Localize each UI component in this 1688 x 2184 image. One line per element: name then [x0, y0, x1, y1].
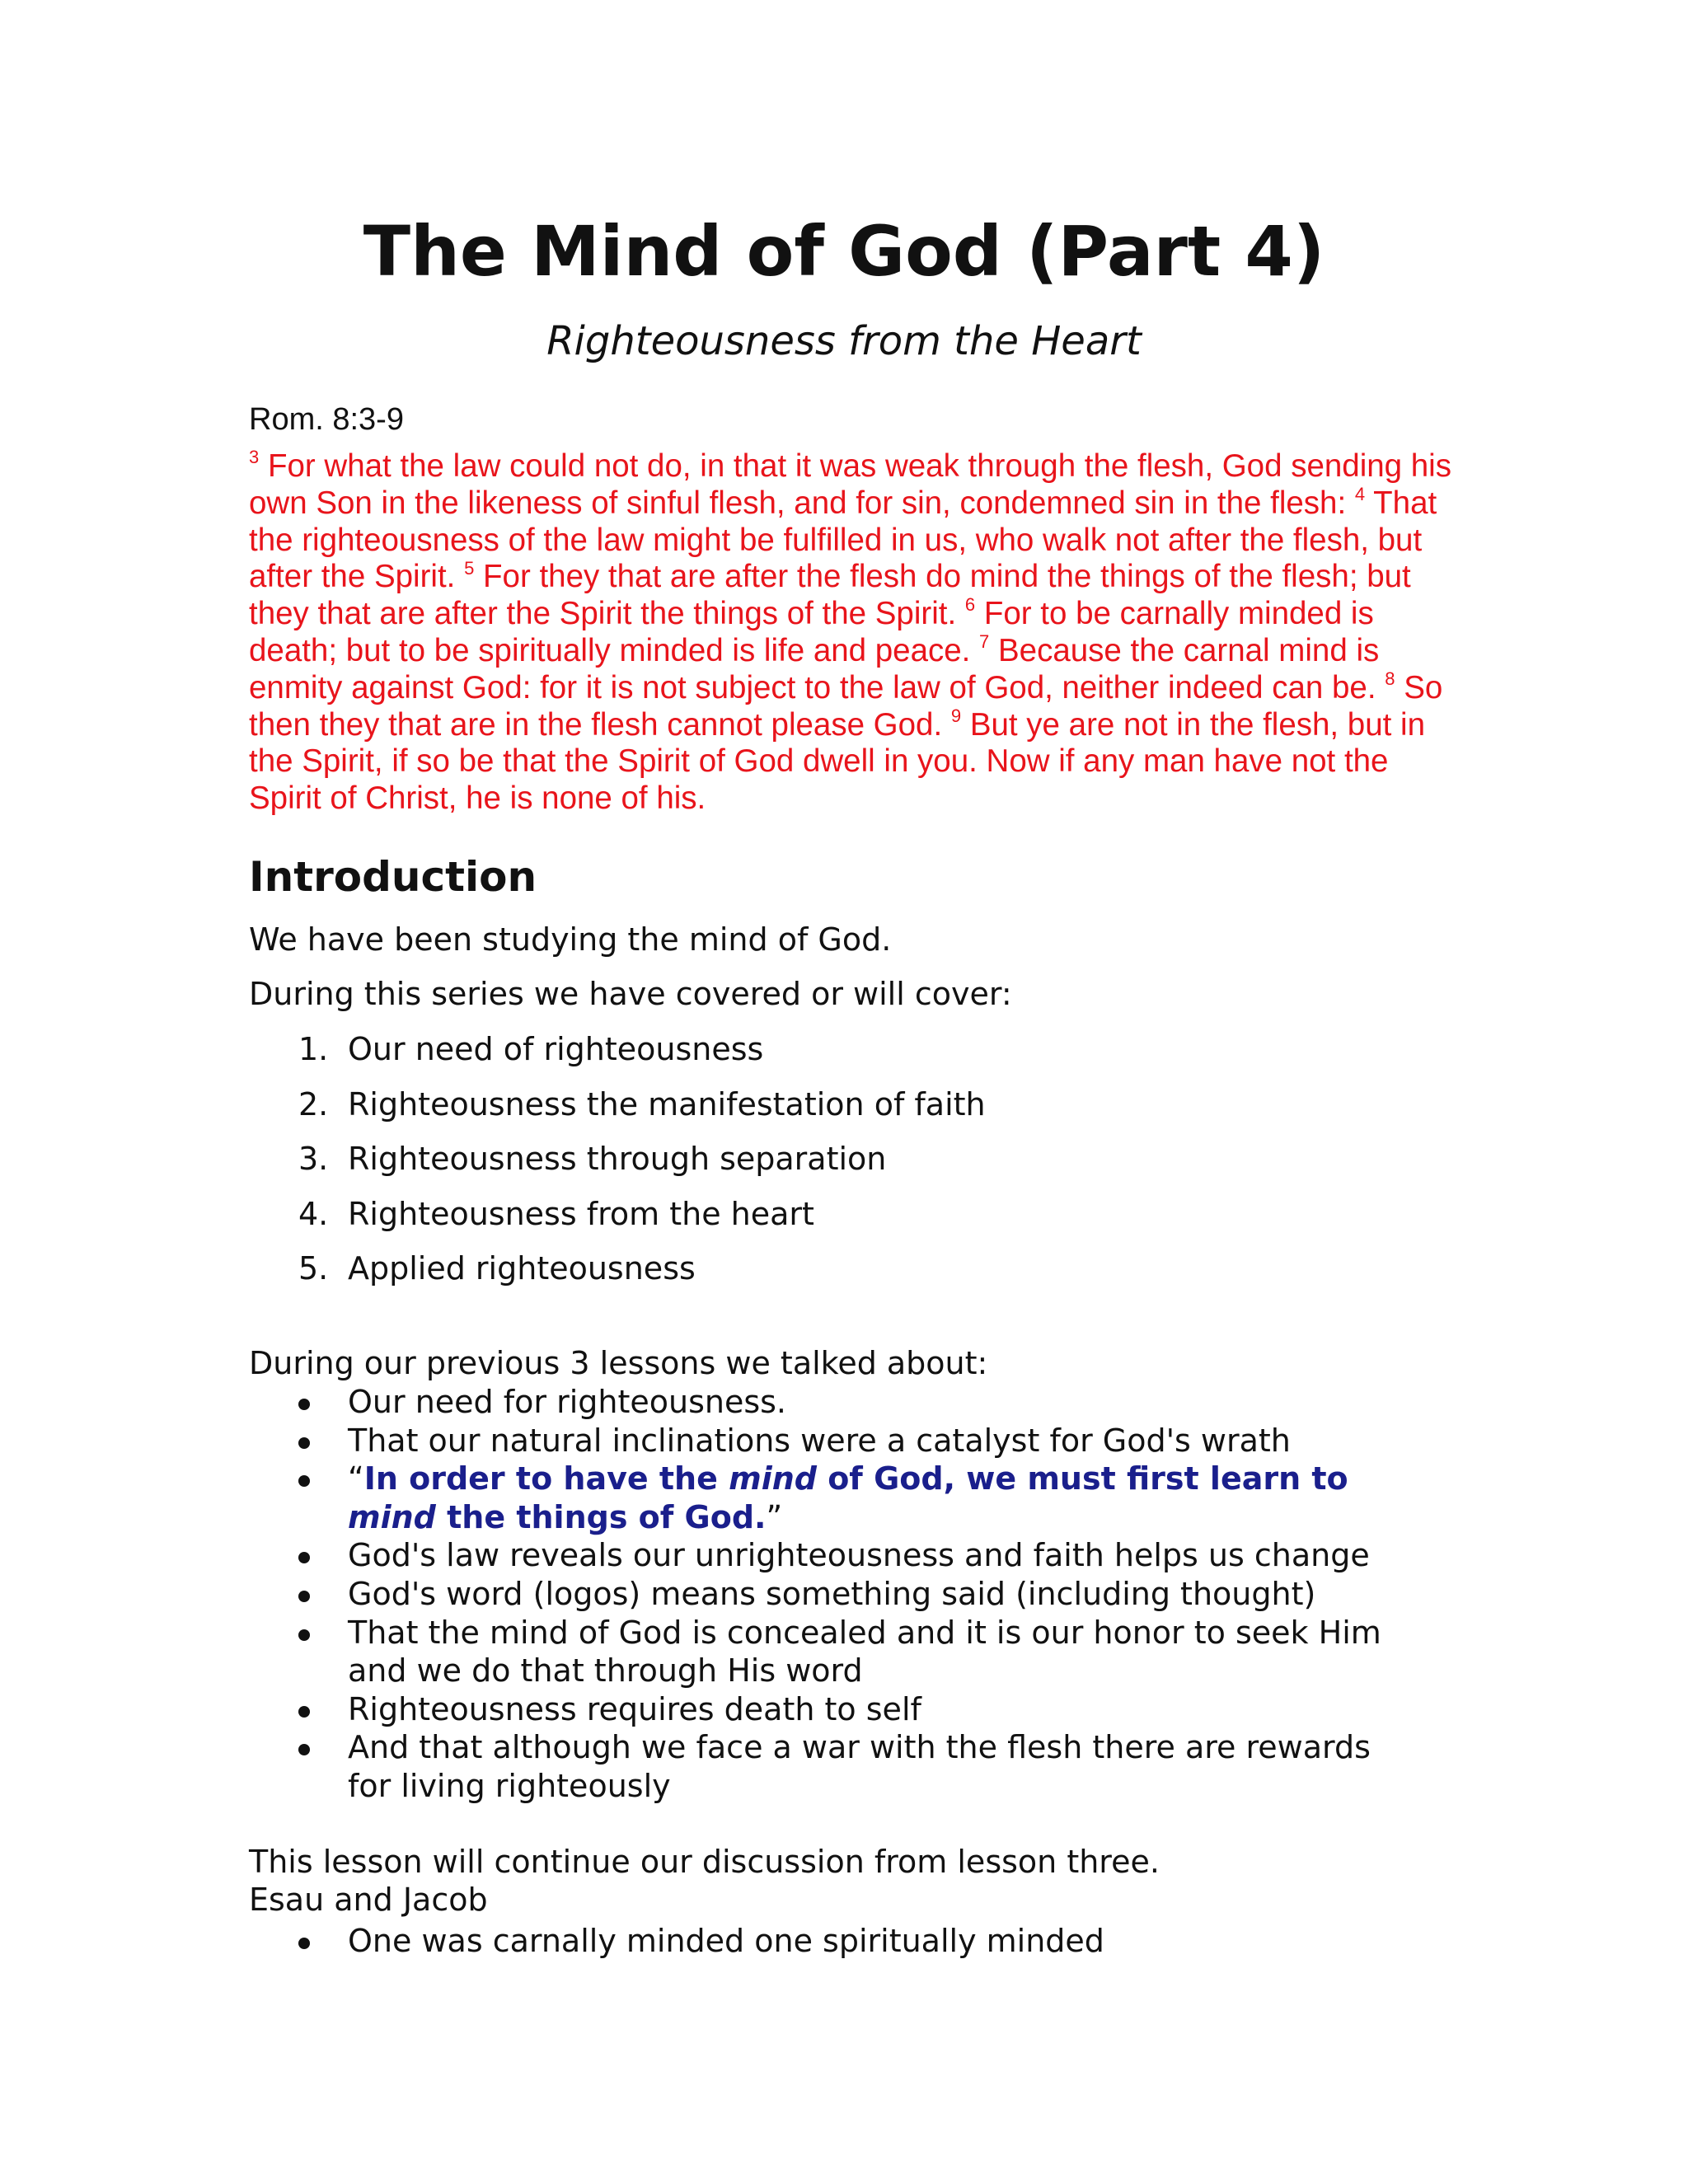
list-number: 5.	[298, 1250, 329, 1287]
list-item	[249, 1191, 986, 1246]
scripture-passage	[249, 448, 1452, 818]
list-number: 2.	[298, 1085, 329, 1122]
quote-open-mark: “	[348, 1460, 364, 1497]
list-item	[249, 1081, 986, 1137]
verse-number: 6	[964, 594, 976, 616]
esau-jacob-list	[249, 1922, 1419, 1961]
bullet-icon	[298, 1938, 310, 1949]
list-item-text: God's word (logos) means something said (including thought)	[348, 1575, 1316, 1612]
list-item	[249, 1422, 1419, 1460]
series-intro-paragraph: During this series we have covered or will cover:	[249, 976, 1012, 1012]
verse-text: That the righteousness of the law might be fulfilled in us, who walk not after the flesh, but after the Spirit.	[249, 485, 1437, 595]
verse-number: 7	[979, 631, 990, 653]
verse-number: 8	[1385, 668, 1395, 689]
scripture-reference: Rom. 8:3-9	[249, 402, 404, 437]
list-item	[249, 1690, 1419, 1729]
list-item	[249, 1245, 986, 1301]
list-item	[249, 1383, 1419, 1422]
bullet-icon	[298, 1629, 310, 1641]
intro-paragraph: We have been studying the mind of God.	[249, 921, 892, 958]
bullet-icon	[298, 1437, 310, 1449]
page-title: The Mind of God (Part 4)	[363, 211, 1325, 292]
verse-number: 9	[950, 705, 962, 726]
continue-paragraph: This lesson will continue our discussion from lesson three.	[249, 1844, 1160, 1880]
verse-text: Because the carnal mind is enmity against God: for it is not subject to the law of God, neither indeed can be.	[249, 632, 1386, 705]
verse-text: So then they that are in the flesh cannot please God.	[249, 669, 1443, 743]
list-number: 1.	[298, 1031, 329, 1067]
quote-text	[348, 1460, 1348, 1535]
list-item-text: Righteousness requires death to self	[348, 1690, 921, 1727]
list-item	[249, 1728, 1419, 1805]
list-item-text: Righteousness through separation	[348, 1141, 887, 1178]
verse-text: For to be carnally minded is death; but to be spiritually minded is life and peace.	[249, 596, 1374, 668]
list-item-text: Applied righteousness	[348, 1250, 696, 1287]
bullet-icon	[298, 1744, 310, 1755]
bullet-icon	[298, 1552, 310, 1563]
page-subtitle: Righteousness from the Heart	[546, 318, 1142, 364]
list-item-text: Our need for righteousness.	[348, 1384, 786, 1420]
list-item-text: That the mind of God is concealed and it is our honor to seek Him and we do that through His word	[348, 1614, 1381, 1690]
list-item-text: One was carnally minded one spiritually minded	[348, 1923, 1104, 1959]
list-item-text: Righteousness the manifestation of faith	[348, 1085, 986, 1122]
quote-emphasis: mind	[348, 1498, 436, 1535]
esau-jacob-heading: Esau and Jacob	[249, 1882, 488, 1918]
verse-text: But ye are not in the flesh, but in the Spirit, if so be that the Spirit of God dwell in you. Now if any man have not the Spirit of Christ, he is none of his.	[249, 706, 1425, 817]
list-item-text: Our need of righteousness	[348, 1031, 764, 1067]
list-item	[249, 1922, 1419, 1961]
verse-text: For what the law could not do, in that it was weak through the flesh, God sending his own Son in the likeness of sinful flesh, and for sin, condemned sin in the flesh:	[249, 448, 1451, 521]
quote-part: the things of God.	[435, 1498, 767, 1535]
bullet-icon	[298, 1591, 310, 1602]
series-list	[249, 1026, 986, 1301]
previous-lessons-list	[249, 1383, 1419, 1806]
quote-part: In order to have the	[363, 1460, 729, 1497]
list-item-text: God's law reveals our unrighteousness and faith helps us change	[348, 1537, 1370, 1574]
list-item-text: That our natural inclinations were a catalyst for God's wrath	[348, 1422, 1291, 1459]
list-number: 4.	[298, 1195, 329, 1232]
list-number: 3.	[298, 1141, 329, 1178]
list-item	[249, 1614, 1419, 1690]
list-item-text: Righteousness from the heart	[348, 1195, 814, 1232]
verse-text: For they that are after the flesh do mind the things of the flesh; but they that are after the Spirit the things of the Spirit.	[249, 559, 1411, 632]
quote-close-mark: ”	[766, 1498, 783, 1535]
list-item-text: And that although we face a war with the flesh there are rewards for living righteously	[348, 1729, 1371, 1804]
quote-part: of God, we must first learn to	[816, 1460, 1348, 1497]
verse-number: 3	[249, 447, 260, 468]
list-item	[249, 1026, 986, 1081]
bullet-icon	[298, 1399, 310, 1410]
bullet-icon	[298, 1706, 310, 1718]
bullet-icon	[298, 1475, 310, 1487]
section-heading-introduction: Introduction	[249, 853, 537, 901]
list-item	[249, 1536, 1419, 1575]
previous-lessons-paragraph: During our previous 3 lessons we talked about:	[249, 1345, 988, 1381]
verse-number: 4	[1354, 483, 1366, 504]
quote-emphasis: mind	[729, 1460, 817, 1497]
list-item	[249, 1136, 986, 1191]
list-item	[249, 1575, 1419, 1614]
verse-number: 5	[464, 557, 475, 579]
list-item-quote	[249, 1460, 1419, 1536]
